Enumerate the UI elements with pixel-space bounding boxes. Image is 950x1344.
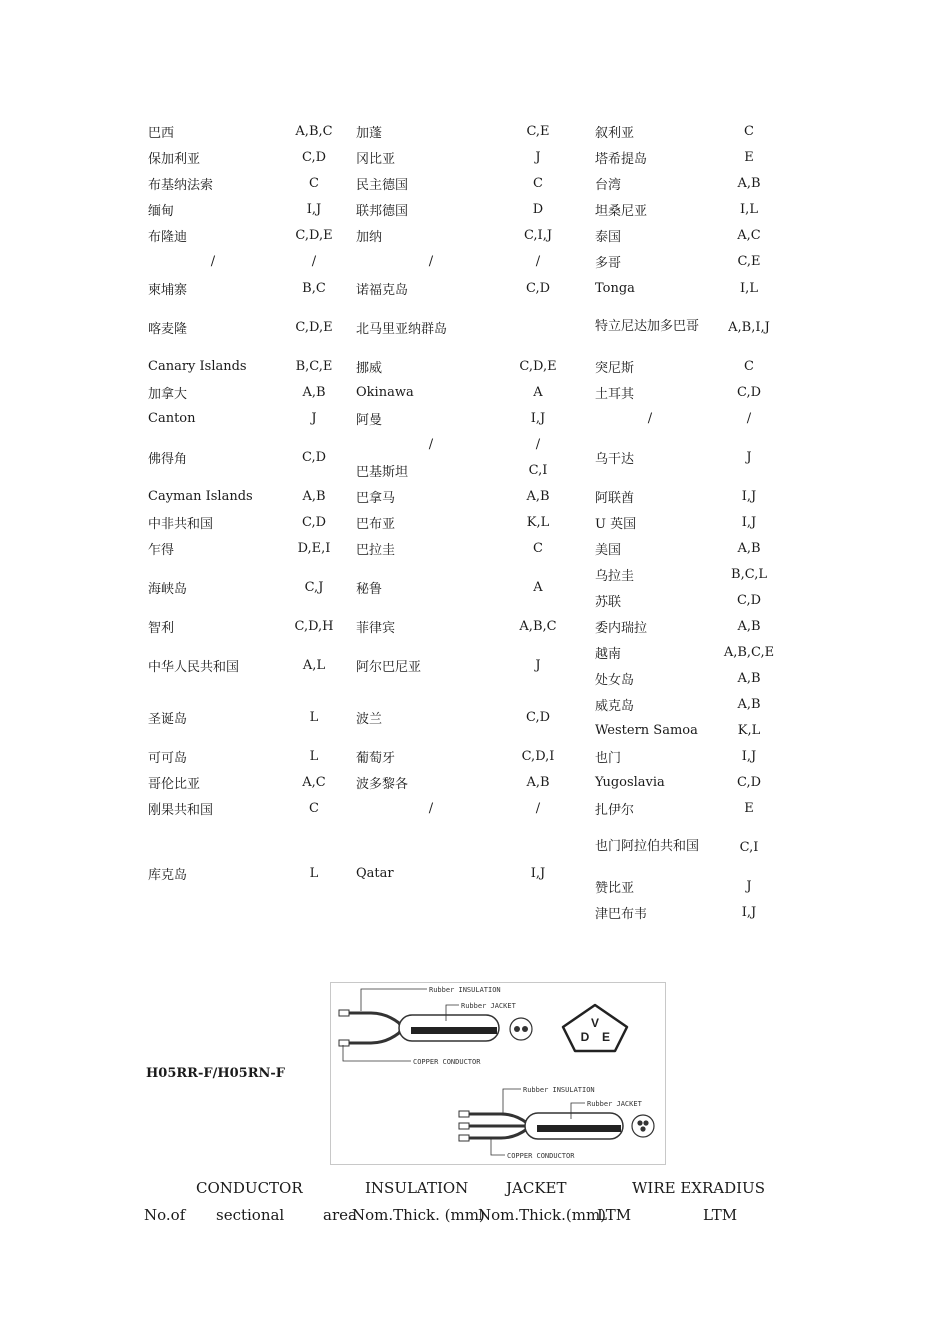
plug-type-code: / [535,253,541,269]
country-row [595,144,754,170]
plug-type-code: B,C,E [295,358,333,374]
plug-type-code: E [744,149,754,165]
plug-type-code: J [535,149,541,165]
three-core-cable [459,1086,654,1160]
country-row [595,769,762,795]
country-name: / [210,253,216,269]
plug-type-code: A,B [737,670,761,686]
country-row [595,821,759,873]
country-name: 缅甸 [148,203,175,219]
country-name: 智利 [148,620,175,636]
country-name: 叙利亚 [595,125,635,141]
plug-type-code: C [533,540,543,556]
country-row [148,639,326,691]
country-name: 台湾 [595,177,622,193]
country-row [595,275,758,301]
plug-type-code: C,I,J [523,227,553,243]
country-name: 北马里亚纳群岛 [356,321,448,337]
country-row [356,275,551,301]
country-name: 多哥 [595,255,622,271]
subheader-no-of: No.of [144,1206,186,1224]
country-row [595,743,757,769]
country-row [595,535,761,561]
country-row [148,769,326,795]
plug-type-code: C,I [739,839,759,855]
plug-type-code: B,C,L [731,566,767,582]
plug-type-code: I,L [740,201,758,217]
country-row [356,222,553,248]
country-name: 库克岛 [148,867,188,883]
bottom-conductor-label: COPPER CONDUCTOR [507,1152,575,1160]
plug-type-code: C,D,E [295,227,333,243]
country-row [356,170,543,196]
country-row [356,691,551,743]
country-row [148,405,317,431]
plug-type-code: C,D,E [295,319,333,335]
country-name: 乌干达 [595,451,635,467]
country-name: 民主德国 [356,177,409,193]
country-row [356,405,546,431]
plug-type-code: I,J [530,410,546,426]
country-name: 刚果共和国 [148,802,214,818]
country-row [595,561,767,587]
plug-type-code: B,C [302,280,326,296]
plug-type-code: C,D [736,384,762,400]
country-row [356,821,546,925]
subheader-insulation-thickness: Nom.Thick. (mm) [352,1206,485,1224]
country-name: 诺福克岛 [356,282,409,298]
country-row [595,301,770,353]
country-row [595,248,761,274]
country-name: Tonga [595,280,635,296]
country-name: 加蓬 [356,125,383,141]
country-name: 海峡岛 [148,581,188,597]
plug-type-code: D,E,I [297,540,331,556]
country-row [148,743,319,769]
subheader-jacket-thickness: Nom.Thick.(mm) [478,1206,607,1224]
plug-type-code: A,B [302,488,326,504]
two-core-cable [339,986,532,1066]
country-row [356,535,543,561]
plug-type-code: C,D [301,514,327,530]
country-name: / [647,410,653,426]
country-name: 加纳 [356,229,383,245]
plug-type-code: C,D [525,709,551,725]
cable-diagram [330,982,666,1165]
country-name: 柬埔寨 [148,282,188,298]
plug-type-code: A,L [302,657,326,673]
bottom-jacket-label: Rubber JACKET [587,1100,642,1108]
plug-type-code: J [311,410,317,426]
vde-letter-e: E [601,1030,611,1044]
plug-type-code: C,D,I [521,748,555,764]
country-name: 葡萄牙 [356,750,396,766]
country-name: 塔希提岛 [595,151,648,167]
plug-type-code: / [535,800,541,816]
country-row [356,353,557,379]
country-name: 波多黎各 [356,776,409,792]
plug-type-code: C,D [525,280,551,296]
plug-type-code: C,D [736,592,762,608]
country-row [595,483,757,509]
plug-type-code: C [309,800,319,816]
plug-type-code: I,J [306,201,322,217]
country-row [148,795,319,821]
plug-type-code: A,C [302,774,326,790]
country-row [148,222,333,248]
plug-type-code: K,L [737,722,761,738]
country-row [148,353,333,379]
country-row [148,509,327,535]
plug-type-code: A,B [302,384,326,400]
subheader-ltm-1: LTM [597,1206,632,1224]
country-row [148,144,327,170]
country-name: 加拿大 [148,386,188,402]
country-name: 波兰 [356,711,383,727]
country-row [356,639,541,691]
country-name: 赞比亚 [595,880,635,896]
country-name: 突尼斯 [595,360,635,376]
country-row [356,118,550,144]
country-name: 秘鲁 [356,581,383,597]
country-name: 中华人民共和国 [148,659,240,675]
plug-type-code: / [746,410,752,426]
country-row [148,248,317,274]
country-row [356,483,550,509]
country-name: 冈比亚 [356,151,396,167]
plug-type-code: A,B [737,175,761,191]
country-row [595,196,758,222]
plug-type-code: A,C [737,227,761,243]
country-row [595,222,761,248]
country-row [148,301,333,353]
country-name: 威克岛 [595,698,635,714]
country-name: 也门阿拉伯共和国 [595,839,700,854]
country-name: / [428,253,434,269]
country-name: Western Samoa [595,722,698,738]
country-name: U 英国 [595,516,637,532]
plug-type-code: L [309,865,319,881]
country-row [356,743,555,769]
country-name: 菲律宾 [356,620,396,636]
country-row [148,613,334,639]
plug-type-code: A [533,384,543,400]
country-name: Cayman Islands [148,488,253,504]
country-row [356,248,541,274]
cable-model-label: H05RR-F/H05RN-F [146,1066,286,1081]
country-row [356,769,550,795]
country-row [356,144,541,170]
plug-type-code: I,J [741,748,757,764]
plug-type-code: A,B,C,E [723,644,775,660]
plug-type-code: C,E [737,253,761,269]
country-name: 巴拿马 [356,490,396,506]
plug-type-code: J [746,449,752,465]
country-row [595,691,761,717]
country-row [356,509,550,535]
plug-type-code: I,J [741,514,757,530]
country-row [356,795,541,821]
country-row [595,353,754,379]
country-name: Canary Islands [148,358,247,374]
plug-type-code: I,J [530,865,546,881]
country-name: 圣诞岛 [148,711,188,727]
country-name: / [428,436,434,452]
subheader-ltm-2: LTM [703,1206,738,1224]
plug-type-code: L [309,748,319,764]
country-row [148,118,333,144]
country-name: 喀麦隆 [148,321,188,337]
top-insulation-label: Rubber INSULATION [429,986,501,994]
country-row [595,717,761,743]
plug-type-code: A [533,579,543,595]
subheader-sectional: sectional [216,1206,285,1224]
plug-type-code: I,L [740,280,758,296]
country-row [148,196,322,222]
country-row [148,483,326,509]
plug-type-code: L [309,709,319,725]
bottom-insulation-label: Rubber INSULATION [523,1086,595,1094]
country-name: 巴拉圭 [356,542,396,558]
plug-type-code: C,D [736,774,762,790]
country-row [148,691,319,743]
country-name: 土耳其 [595,386,635,402]
country-name: 扎伊尔 [595,802,635,818]
plug-type-code: A,B [526,774,550,790]
country-name: 乍得 [148,542,175,558]
header-wire-exradius: WIRE EXRADIUS [632,1179,765,1197]
country-name: 可可岛 [148,750,188,766]
country-name: 坦桑尼亚 [595,203,648,219]
plug-type-code: C,D,H [294,618,334,634]
country-name: 也门 [595,750,622,766]
country-row [356,196,544,222]
plug-type-code: A,B,C [519,618,557,634]
country-name: 苏联 [595,594,622,610]
top-jacket-label: Rubber JACKET [461,1002,516,1010]
country-name: Qatar [356,865,394,881]
country-row [595,665,761,691]
header-jacket: JACKET [506,1179,567,1197]
plug-type-code: C,I [528,462,548,478]
plug-type-code: I,J [741,488,757,504]
country-name: Canton [148,410,196,426]
country-row [595,405,752,431]
country-row [148,535,331,561]
country-row [595,795,754,821]
country-name: 越南 [595,646,622,662]
country-row [595,899,757,925]
country-row [356,431,541,457]
plug-type-code: C,E [526,123,550,139]
country-row [148,170,319,196]
plug-type-code: / [311,253,317,269]
country-name: 处女岛 [595,672,635,688]
country-row [595,170,761,196]
plug-type-code: A,B,I,J [728,319,770,335]
country-name: 巴西 [148,125,175,141]
country-row [356,613,557,639]
country-name: 佛得角 [148,451,188,467]
vde-mark [563,1005,627,1051]
country-row [595,379,762,405]
plug-type-code: C,D [301,149,327,165]
country-row [148,431,327,483]
plug-type-code: C,J [304,579,324,595]
country-row [595,639,775,665]
country-name: 巴布亚 [356,516,396,532]
country-name: 特立尼达加多巴哥 [595,319,700,334]
plug-type-code: E [744,800,754,816]
country-row [356,379,543,405]
country-name: 美国 [595,542,622,558]
country-name: 阿尔巴尼亚 [356,659,422,675]
country-name: / [428,800,434,816]
country-row [595,613,761,639]
cable-diagram-svg [331,983,665,1164]
plug-type-code: A,B [526,488,550,504]
plug-type-code: A,B [737,696,761,712]
plug-type-code: C [744,123,754,139]
plug-type-code: A,B [737,618,761,634]
subheader-area: area [323,1206,357,1224]
plug-type-code: A,B,C [295,123,333,139]
country-name: 泰国 [595,229,622,245]
plug-type-code: J [535,657,541,673]
country-name: 阿曼 [356,412,383,428]
country-row [356,561,543,613]
country-name: Yugoslavia [595,774,665,790]
country-name: 乌拉圭 [595,568,635,584]
country-row [356,301,506,353]
plug-type-code: C,D [301,449,327,465]
country-row [595,509,757,535]
country-row [595,118,754,144]
vde-letter-d: D [580,1030,590,1044]
plug-type-code: D [532,201,544,217]
country-name: 保加利亚 [148,151,201,167]
plug-type-code: C [309,175,319,191]
country-name: 中非共和国 [148,516,214,532]
country-name: 布基纳法索 [148,177,214,193]
plug-type-code: C [744,358,754,374]
country-name: 挪威 [356,360,383,376]
country-row [356,457,548,483]
country-row [148,821,319,925]
country-row [148,275,326,301]
header-insulation: INSULATION [365,1179,469,1197]
country-row [595,873,752,899]
plug-type-code: J [746,878,752,894]
plug-type-code: I,J [741,904,757,920]
plug-type-code: C,D,E [519,358,557,374]
country-row [595,431,752,483]
header-conductor: CONDUCTOR [196,1179,303,1197]
country-row [148,561,324,613]
top-conductor-label: COPPER CONDUCTOR [413,1058,481,1066]
country-name: 哥伦比亚 [148,776,201,792]
country-row [595,587,762,613]
country-name: 布隆迪 [148,229,188,245]
country-row [148,379,326,405]
country-name: 巴基斯坦 [356,464,409,480]
country-name: Okinawa [356,384,414,400]
country-name: 津巴布韦 [595,906,648,922]
country-name: 阿联酋 [595,490,635,506]
plug-type-code: C [533,175,543,191]
country-name: 委内瑞拉 [595,620,648,636]
plug-type-code: / [535,436,541,452]
plug-type-code: K,L [526,514,550,530]
plug-type-code: A,B [737,540,761,556]
country-name: 联邦德国 [356,203,409,219]
vde-letter-v: V [590,1016,600,1030]
